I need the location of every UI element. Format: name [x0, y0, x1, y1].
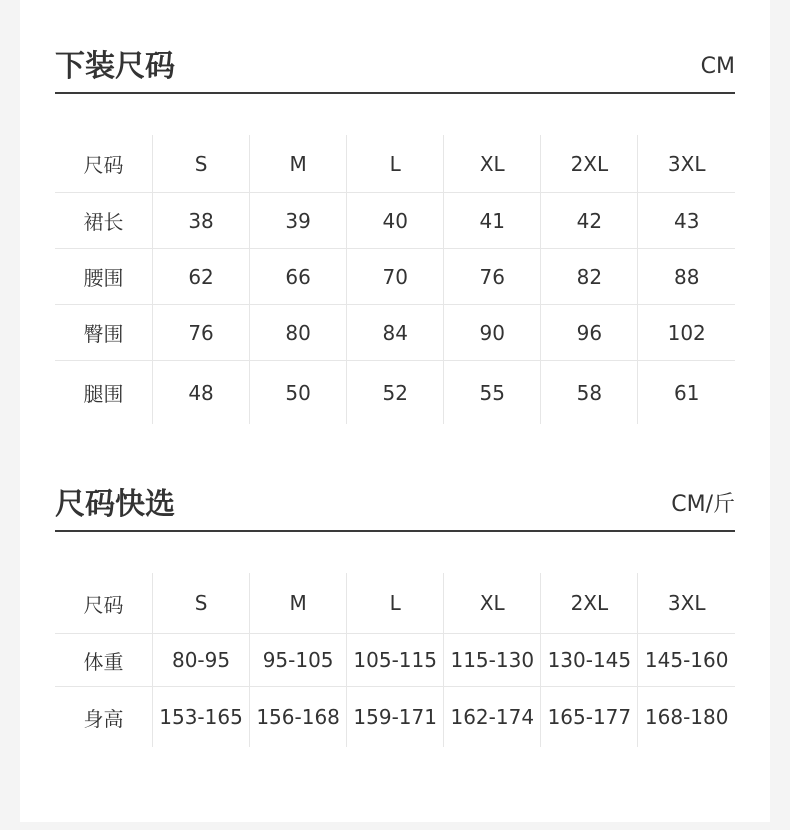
- table-cell: 80: [250, 305, 347, 361]
- table-cell: 102: [638, 305, 735, 361]
- size-chart-card: [20, 0, 770, 822]
- table-cell: 43: [638, 193, 735, 249]
- table-cell: 96: [541, 305, 638, 361]
- table-cell: 95-105: [250, 634, 347, 687]
- header-cell: 2XL: [541, 573, 638, 634]
- row-label: 腰围: [55, 249, 153, 305]
- bottom-size-table: [55, 135, 735, 424]
- header-cell: 2XL: [541, 135, 638, 193]
- quick-size-unit: CM/斤: [671, 492, 735, 517]
- header-cell: 尺码: [83, 153, 124, 177]
- table-cell: 165-177: [541, 687, 638, 748]
- table-cell: 40: [347, 193, 444, 249]
- table-row: [55, 193, 735, 249]
- header-cell: XL: [444, 573, 541, 634]
- row-label: 体重: [55, 634, 153, 687]
- table-cell: 105-115: [347, 634, 444, 687]
- table-cell: 168-180: [638, 687, 735, 748]
- table-cell: 50: [250, 361, 347, 425]
- header-cell: S: [153, 135, 250, 193]
- header-cell: L: [347, 135, 444, 193]
- table-cell: 76: [153, 305, 250, 361]
- bottom-size-header: [55, 40, 735, 94]
- quick-size-header: [55, 478, 735, 532]
- table-cell: 66: [250, 249, 347, 305]
- table-cell: 130-145: [541, 634, 638, 687]
- bottom-size-unit: CM: [700, 54, 735, 79]
- table-cell: 62: [153, 249, 250, 305]
- table-cell: 38: [153, 193, 250, 249]
- table-cell: 39: [250, 193, 347, 249]
- table-cell: 80-95: [153, 634, 250, 687]
- table-header-row: [55, 573, 735, 634]
- table-cell: 52: [347, 361, 444, 425]
- table-cell: 159-171: [347, 687, 444, 748]
- table-cell: 88: [638, 249, 735, 305]
- header-cell: S: [153, 573, 250, 634]
- table-cell: 162-174: [444, 687, 541, 748]
- table-row: [55, 249, 735, 305]
- table-cell: 76: [444, 249, 541, 305]
- table-header-row: [55, 135, 735, 193]
- quick-size-title: 尺码快选: [55, 487, 175, 522]
- row-label: 裙长: [55, 193, 153, 249]
- header-cell: XL: [444, 135, 541, 193]
- table-row: [55, 687, 735, 748]
- table-cell: 42: [541, 193, 638, 249]
- table-cell: 55: [444, 361, 541, 425]
- table-cell: 115-130: [444, 634, 541, 687]
- row-label: 臀围: [55, 305, 153, 361]
- bottom-size-title: 下装尺码: [55, 49, 175, 84]
- table-cell: 41: [444, 193, 541, 249]
- header-cell: M: [250, 135, 347, 193]
- table-row: [55, 634, 735, 687]
- table-cell: 153-165: [153, 687, 250, 748]
- table-cell: 145-160: [638, 634, 735, 687]
- table-row: [55, 305, 735, 361]
- table-cell: 90: [444, 305, 541, 361]
- header-cell: M: [250, 573, 347, 634]
- quick-size-table: [55, 573, 735, 747]
- table-cell: 61: [638, 361, 735, 425]
- header-cell: 3XL: [638, 573, 735, 634]
- row-label: 腿围: [55, 361, 153, 425]
- header-cell: 3XL: [638, 135, 735, 193]
- table-row: [55, 361, 735, 425]
- table-cell: 84: [347, 305, 444, 361]
- header-cell: L: [347, 573, 444, 634]
- table-cell: 70: [347, 249, 444, 305]
- header-cell: 尺码: [83, 592, 124, 617]
- table-cell: 82: [541, 249, 638, 305]
- table-cell: 58: [541, 361, 638, 425]
- table-cell: 156-168: [250, 687, 347, 748]
- table-cell: 48: [153, 361, 250, 425]
- row-label: 身高: [55, 687, 153, 748]
